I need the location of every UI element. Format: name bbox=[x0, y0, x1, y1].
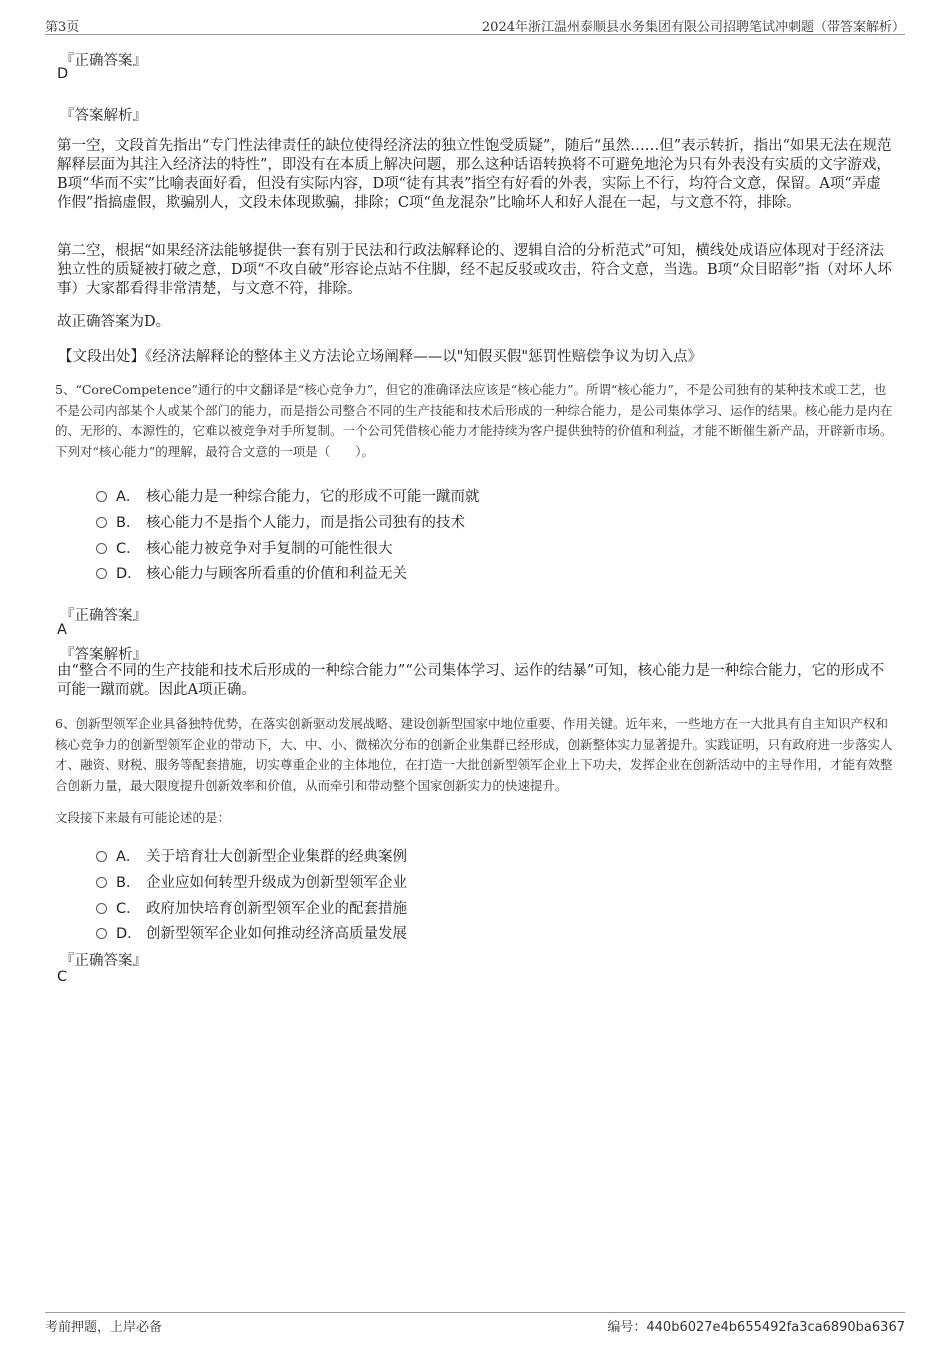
q5-answer-label: 『正确答案』 bbox=[60, 608, 147, 624]
radio-icon[interactable] bbox=[96, 543, 107, 554]
q6-question: 文段接下来最有可能论述的是： bbox=[55, 810, 231, 825]
footer-slogan: 考前押题，上岸必备 bbox=[45, 1320, 163, 1335]
q6-answer-label: 『正确答案』 bbox=[60, 953, 147, 969]
radio-icon[interactable] bbox=[96, 877, 107, 888]
radio-icon[interactable] bbox=[96, 851, 107, 862]
q5-answer: A bbox=[57, 622, 67, 638]
q4-answer: D bbox=[57, 66, 69, 82]
q4-conclusion: 故正确答案为D。 bbox=[57, 314, 171, 330]
q6-option-b[interactable]: B． 企业应如何转型升级成为创新型领军企业 bbox=[96, 871, 407, 892]
q4-answer-label: 『正确答案』 bbox=[60, 53, 147, 69]
q5-analysis-label: 『答案解析』 bbox=[60, 647, 147, 663]
q6-option-c[interactable]: C． 政府加快培育创新型领军企业的配套措施 bbox=[96, 897, 407, 918]
q5-option-c[interactable]: C． 核心能力被竞争对手复制的可能性很大 bbox=[96, 537, 393, 558]
page-header bbox=[45, 14, 905, 35]
radio-icon[interactable] bbox=[96, 517, 107, 528]
q4-analysis-para2: 第二空，根据“如果经济法能够提供一套有别于民法和行政法解释论的、逻辑自洽的分析范式”可知，横线处成语应体现对于经济法独立性的质疑被打破之意，D项“不攻自破”形容论点站不住脚，经不起反驳或攻击，符合文意，当选。B项“众目昭彰”指（对坏人坏事）大家都看得非常清楚，与文意不符，排除。 bbox=[57, 243, 892, 297]
radio-icon[interactable] bbox=[96, 903, 107, 914]
document-title: 2024年浙江温州泰顺县水务集团有限公司招聘笔试冲刺题（带答案解析） bbox=[481, 20, 905, 35]
q5-option-a[interactable]: A． 核心能力是一种综合能力，它的形成不可能一蹴而就 bbox=[96, 485, 480, 506]
q6-option-a[interactable]: A． 关于培育壮大创新型企业集群的经典案例 bbox=[96, 845, 407, 866]
radio-icon[interactable] bbox=[96, 491, 107, 502]
q5-option-b[interactable]: B． 核心能力不是指个人能力，而是指公司独有的技术 bbox=[96, 511, 465, 532]
footer-code bbox=[607, 1316, 905, 1335]
q4-analysis-para1: 第一空，文段首先指出“专门性法律责任的缺位使得经济法的独立性饱受质疑”，随后“虽然……但”表示转折，指出“如果无法在规范解释层面为其注入经济法的特性”，即没有在本质上解决问题，那么这种话语转换将不可避免地沦为只有外表没有实质的文字游戏，B项“华而不实”比喻表面好看，但没有实际内容，D项“徒有其表”指空有好看的外表，实际上不行，均符合文意，保留。A项“弄虚作假”指搞虚假，欺骗别人，文段未体现欺骗，排除；C项“鱼龙混杂”比喻坏人和好人混在一起，与文意不符，排除。 bbox=[57, 138, 892, 211]
radio-icon[interactable] bbox=[96, 568, 107, 579]
radio-icon[interactable] bbox=[96, 928, 107, 939]
q4-source: 【文段出处】《经济法解释论的整体主义方法论立场阐释——以"知假买假"惩罚性赔偿争议为切入点》 bbox=[58, 349, 703, 365]
q5-analysis: 由“整合不同的生产技能和技术后形成的一种综合能力”“公司集体学习、运作的结暴”可知，核心能力是一种综合能力，它的形成不可能一蹴而就。因此A项正确。 bbox=[57, 663, 885, 698]
page-footer bbox=[45, 1312, 905, 1335]
q5-question: 下列对“核心能力”的理解，最符合文意的一项是（ ）。 bbox=[55, 443, 375, 459]
q6-option-d[interactable]: D． 创新型领军企业如何推动经济高质量发展 bbox=[96, 922, 407, 943]
q5-text: 5、“CoreCompetence”通行的中文翻译是“核心竞争力”，但它的准确译法应该是“核心能力”。所谓“核心能力”，不是公司独有的某种技术或工艺，也不是公司内部某个人或某个部门的能力，而是指公司整合不同的生产技能和技术后形成的一种综合能力，是公司集体学习、运作的结果。核心能力是内在的、无形的、本源性的，它难以被竞争对手所复制。一个公司凭借核心能力才能持续为客户提供独特的价值和利益，才能不断催生新产品，开辟新市场。 bbox=[55, 382, 893, 438]
q5-option-d[interactable]: D． 核心能力与顾客所看重的价值和利益无关 bbox=[96, 562, 407, 583]
q6-text: 6、创新型领军企业具备独特优势，在落实创新驱动发展战略、建设创新型国家中地位重要、作用关键。近年来，一些地方在一大批具有自主知识产权和核心竞争力的创新型领军企业的带动下，大、中、小、微梯次分布的创新企业集群已经形成，创新整体实力显著提升。实践证明，只有政府进一步落实人才、融资、财税、服务等配套措施，切实尊重企业的主体地位，在打造一大批创新型领军企业上下功夫，发挥企业在创新活动中的主导作用，才能有效整合创新力量，最大限度提升创新效率和价值，从而牵引和带动整个国家创新实力的快速提升。 bbox=[55, 716, 893, 793]
footer-code-value: 440b6027e4b655492fa3ca6890ba6367 bbox=[646, 1320, 905, 1335]
footer-code-label: 编号： bbox=[607, 1320, 647, 1335]
q6-stem bbox=[55, 714, 895, 796]
q6-answer: C bbox=[57, 969, 68, 985]
q5-stem bbox=[55, 380, 895, 462]
q4-analysis-label: 『答案解析』 bbox=[60, 108, 147, 124]
page-number: 第3页 bbox=[45, 20, 80, 35]
